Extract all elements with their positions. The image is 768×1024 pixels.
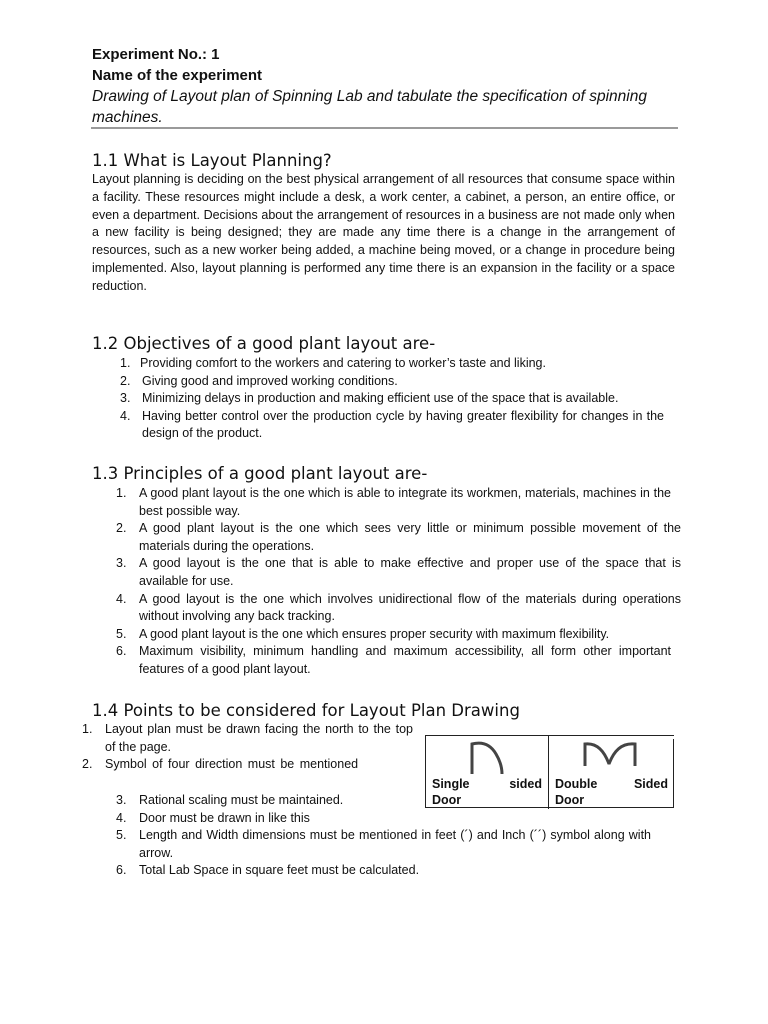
double-door-icon — [549, 736, 674, 776]
list-item: 4. Having better control over the production cycle by having greater flexibility for changes in the design of the product. — [120, 408, 664, 441]
list-item: 5. Length and Width dimensions must be mentioned in feet (´) and Inch (´´) symbol along with arrow. — [116, 828, 651, 860]
list-item: 1. Providing comfort to the workers and catering to worker’s taste and liking. — [120, 356, 546, 370]
experiment-header — [92, 44, 680, 128]
section-heading-1-1: 1.1 What is Layout Planning? — [92, 151, 332, 170]
section-heading-1-2: 1.2 Objectives of a good plant layout are- — [92, 334, 436, 353]
single-door-cell — [426, 736, 548, 809]
list-item: 5. A good plant layout is the one which ensures proper security with maximum flexibility. — [116, 626, 610, 641]
single-door-icon — [426, 736, 548, 776]
header-divider — [91, 127, 678, 129]
experiment-name-label: Name of the experiment — [92, 67, 263, 84]
section-heading-1-4: 1.4 Points to be considered for Layout Plan Drawing — [92, 701, 520, 720]
list-item: 6. Total Lab Space in square feet must be calculated. — [116, 863, 420, 878]
list-item: 1. A good plant layout is the one which is able to integrate its workmen, materials, machines in the best possible way. — [116, 486, 671, 518]
door-symbol-table — [425, 735, 674, 808]
list-item: 3. A good layout is the one that is able to make effective and proper use of the space that is available for use. — [116, 556, 681, 588]
list-item: 2. A good plant layout is the one which sees very little or minimum possible movement of the materials during the operations. — [116, 521, 681, 553]
double-door-cell — [549, 736, 674, 809]
list-item: 3. Rational scaling must be maintained. — [116, 793, 344, 807]
list-item: 3. Minimizing delays in production and making efficient use of the space that is available. — [120, 391, 619, 406]
list-item: 4. A good layout is the one which involves unidirectional flow of the materials during operations without involving any back tracking. — [116, 591, 681, 624]
list-item: 2. Symbol of four direction must be mentioned — [82, 757, 359, 772]
experiment-number: Experiment No.: 1 — [92, 46, 220, 63]
single-door-label: Single sided Door — [432, 777, 542, 807]
section-heading-1-3: 1.3 Principles of a good plant layout are- — [92, 464, 428, 483]
list-item: 1. Layout plan must be drawn facing the north to the top of the page. — [82, 722, 413, 754]
list-item: 6. Maximum visibility, minimum handling and maximum accessibility, all form other important features of a good plant layout. — [116, 644, 671, 676]
points-list-a — [82, 721, 413, 774]
section-1-1-body: Layout planning is deciding on the best physical arrangement of all resources that consume space within a facility. These resources might include a desk, a work center, a cabinet, a person, an entire office, or even a department. Decisions about the arrangement of resources in a business are not made only when a new facility is being designed; they are made any time there is a change in the arrangement of resources, such as a new worker being added, a machine being moved, or a change in procedure being implemented. Also, layout planning is performed any time there is an expansion in the facility or a space reduction. — [92, 172, 675, 293]
principles-list — [116, 485, 681, 679]
list-item: 2. Giving good and improved working conditions. — [120, 373, 398, 388]
experiment-title: Drawing of Layout plan of Spinning Lab and tabulate the specification of spinning machines. — [92, 88, 647, 126]
objectives-list — [120, 355, 678, 443]
double-door-label: Double Sided Door — [555, 777, 668, 807]
list-item: 4. Door must be drawn in like this — [116, 810, 310, 825]
